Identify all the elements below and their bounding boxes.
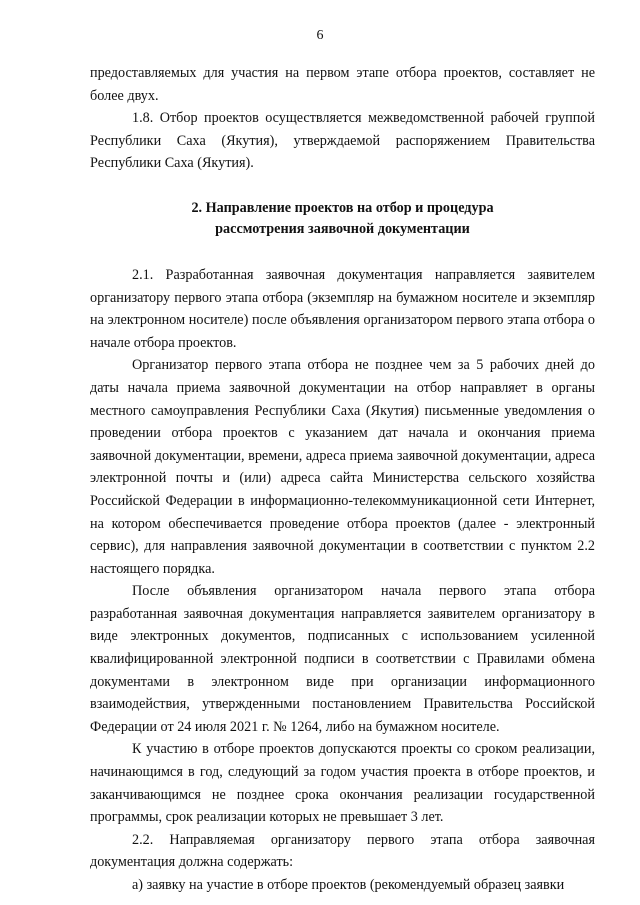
paragraph-continuation: предоставляемых для участия на первом этапе отбора проектов, составляет не более двух.: [90, 65, 595, 104]
section-heading-line-1: 2. Направление проектов на отбор и процедура: [191, 199, 494, 216]
paragraph-2-2: 2.2. Направляемая организатору первого этапа отбора заявочная документация должна содержать:: [90, 831, 595, 871]
document-body: [90, 62, 595, 897]
paragraph-project-term: К участию в отборе проектов допускаются проекты со сроком реализации, начинающимся в год, следующий за годом участия проекта в отборе проектов, и заканчивающимся не позднее срока окончания реализации государственной программы, срок реализации которых не превышает 3 лет.: [90, 741, 595, 826]
section-heading: [90, 198, 595, 241]
paragraph-item-a: а) заявку на участие в отборе проектов (рекомендуемый образец заявки: [132, 877, 565, 893]
page-number: 6: [316, 28, 324, 43]
section-heading-line-2: рассмотрения заявочной документации: [215, 221, 470, 238]
paragraph-1-8: 1.8. Отбор проектов осуществляется межведомственной рабочей группой Республики Саха (Якутия), утверждаемой распоряжением Правительства Республики Саха (Якутия).: [90, 110, 595, 172]
paragraph-electronic-submission: После объявления организатором начала первого этапа отбора разработанная заявочная документация направляется заявителем организатору в виде электронных документов, подписанных с использованием усиленной квалифицированной электронной подписи в соответствии с Правилами обмена документами в электронном виде при организации информационного взаимодействия, утвержденными постановлением Правительства Российской Федерации от 24 июля 2021 г. № 1264, либо на бумажном носителе.: [90, 583, 595, 735]
paragraph-2-1: 2.1. Разработанная заявочная документация направляется заявителем организатору первого этапа отбора (экземпляр на бумажном носителе и экземпляр на электронном носителе) после объявления организатором первого этапа отбора о начале отбора проектов.: [90, 266, 595, 351]
paragraph-organizer-notice: Организатор первого этапа отбора не позднее чем за 5 рабочих дней до даты начала приема заявочной документации на отбор направляет в органы местного самоуправления Республики Саха (Якутия) письменные уведомления о проведении отбора проектов с указанием дат начала и окончания приема заявочной документации, времени, адреса приема заявочной документации, адреса электронной почты и (или) адреса сайта Министерства сельского хозяйства Российской Федерации в информационно-телекоммуникационной сети Интернет, на котором обеспечивается проведение отбора проектов (далее - электронный сервис), для направления заявочной документации в соответствии с пунктом 2.2 настоящего порядка.: [90, 357, 595, 577]
